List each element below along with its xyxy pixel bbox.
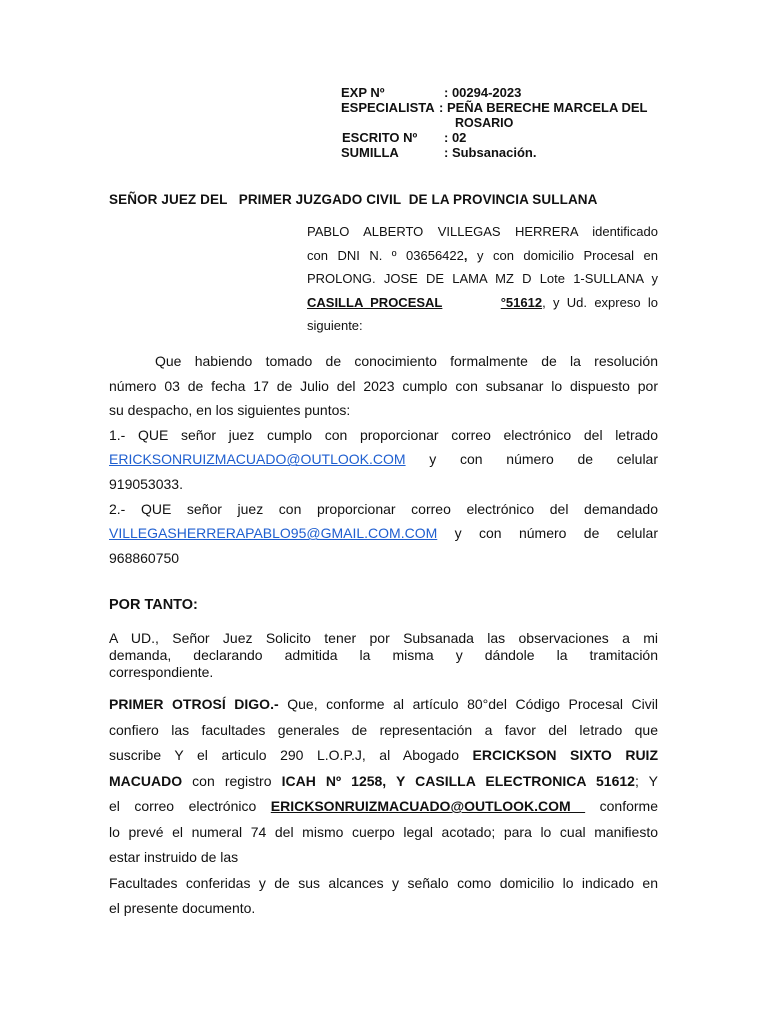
otrosi-line: MACUADO con registro ICAH Nº 1258, Y CASILLA ELECTRONICA 51612; Y <box>109 772 658 789</box>
por-tanto-paragraph <box>109 630 658 681</box>
otrosi-line: lo prevé el numeral 74 del mismo cuerpo legal acotado; para lo cual manifiesto <box>109 823 658 840</box>
body-line: 2.- QUE señor juez con proporcionar correo electrónico del demandado <box>109 500 658 517</box>
body-line: 968860750 <box>109 549 180 566</box>
casilla-procesal: CASILLA PROCESAL <box>307 294 443 310</box>
especialista-value: : PEÑA BERECHE MARCELA DEL <box>439 100 648 115</box>
sumilla-value: : Subsanación. <box>444 145 537 160</box>
intro-paragraph <box>307 220 658 338</box>
por-tanto-heading: POR TANTO: <box>109 597 198 613</box>
escrito-label: ESCRITO Nº <box>342 130 418 145</box>
otrosi-line: el correo electrónico ERICKSONRUIZMACUADO@OUTLOOK.COM conforme <box>109 798 658 814</box>
otrosi-label: PRIMER OTROSÍ DIGO.- <box>109 696 279 712</box>
main-body <box>109 349 658 570</box>
otrosi-line: el presente documento. <box>109 900 256 916</box>
defendant-email-link[interactable]: VILLEGASHERRERAPABLO95@GMAIL.COM.COM <box>109 525 438 542</box>
intro-line: PABLO ALBERTO VILLEGAS HERRERA identificado <box>307 224 658 239</box>
lawyer-email-bold[interactable]: ERICKSONRUIZMACUADO@OUTLOOK.COM <box>270 798 586 814</box>
intro-line: siguiente: <box>307 318 363 334</box>
especialista-value-cont: ROSARIO <box>455 116 514 130</box>
intro-line: CASILLA PROCESAL °51612, y Ud. expreso lo <box>307 294 658 310</box>
addressee-title: SEÑOR JUEZ DEL PRIMER JUZGADO CIVIL DE LA PROVINCIA SULLANA <box>109 192 598 207</box>
intro-line: con DNI N. º 03656422, y con domicilio Procesal en <box>307 247 658 263</box>
por-tanto-line: demanda, declarando admitida la misma y dándole la tramitación <box>109 647 658 663</box>
especialista-label: ESPECIALISTA <box>341 100 435 115</box>
otrosi-line: suscribe Y el articulo 290 L.O.P.J, al Abogado ERCICKSON SIXTO RUIZ <box>109 747 658 763</box>
otrosi-line: confiero las facultades generales de representación a favor del letrado que <box>109 721 658 738</box>
otrosi-line: Facultades conferidas y de sus alcances y señalo como domicilio lo indicado en <box>109 874 658 891</box>
otrosi-line: PRIMER OTROSÍ DIGO.- Que, conforme al artículo 80°del Código Procesal Civil <box>109 696 659 712</box>
otrosi-line: estar instruido de las <box>109 849 239 865</box>
lawyer-email-link[interactable]: ERICKSONRUIZMACUADO@OUTLOOK.COM <box>109 451 406 468</box>
body-line: 1.- QUE señor juez cumplo con proporcionar correo electrónico del letrado <box>109 426 658 443</box>
exp-label: EXP Nº <box>341 85 385 100</box>
body-line: número 03 de fecha 17 de Julio del 2023 cumplo con subsanar lo dispuesto por <box>109 377 658 394</box>
escrito-value: : 02 <box>444 130 467 145</box>
exp-value: : 00294-2023 <box>444 85 522 100</box>
body-line: Que habiendo tomado de conocimiento formalmente de la resolución <box>155 353 658 369</box>
intro-line: PROLONG. JOSE DE LAMA MZ D Lote 1-SULLANA y <box>307 271 658 287</box>
body-line: ERICKSONRUIZMACUADO@OUTLOOK.COM y con número de celular <box>109 451 658 468</box>
body-line: 919053033. <box>109 475 183 492</box>
sumilla-label: SUMILLA <box>341 145 399 160</box>
por-tanto-line: A UD., Señor Juez Solicito tener por Subsanada las observaciones a mi <box>109 630 658 646</box>
por-tanto-line: correspondiente. <box>109 664 214 680</box>
otrosi-paragraph <box>109 692 658 922</box>
body-line: su despacho, en los siguientes puntos: <box>109 402 351 419</box>
body-line: VILLEGASHERRERAPABLO95@GMAIL.COM.COM y con número de celular <box>109 525 658 542</box>
